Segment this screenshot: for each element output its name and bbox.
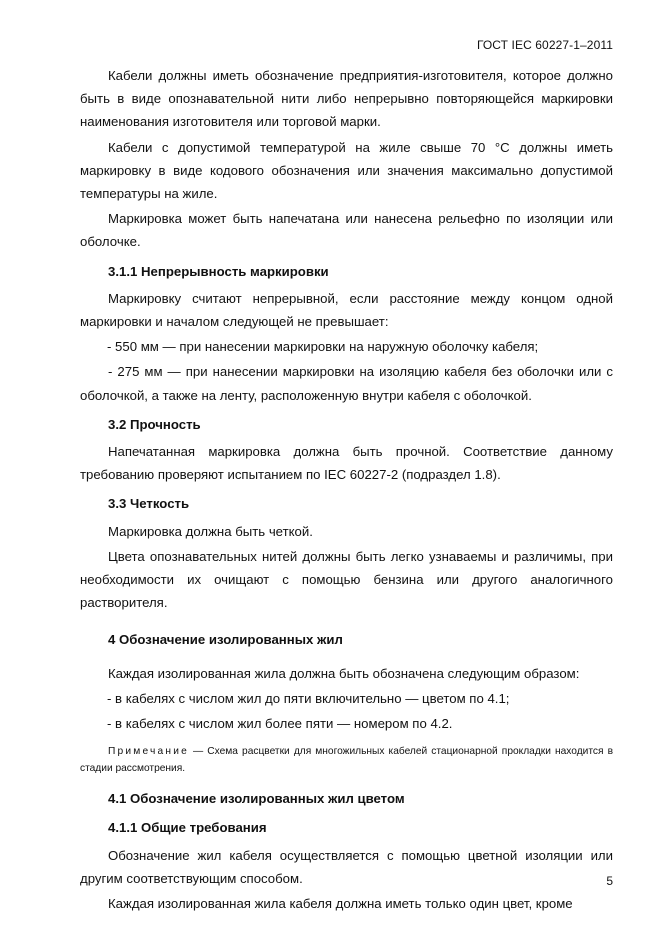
page-number: 5: [606, 874, 613, 888]
paragraph: Напечатанная маркировка должна быть прочной. Соответствие данному требованию проверяют испытанием по IEC 60227-2 (подраздел 1.8).: [80, 444, 613, 483]
chapter-heading: 4 Обозначение изолированных жил: [108, 632, 343, 648]
section-heading: 4.1.1 Общие требования: [108, 820, 267, 836]
section-heading: 4.1 Обозначение изолированных жил цветом: [108, 791, 405, 807]
note: [80, 743, 613, 777]
section-heading: 3.2 Прочность: [108, 416, 201, 432]
paragraph: Кабели с допустимой температурой на жиле свыше 70 °С должны иметь маркировку в виде кодового обозначения или значения максимально допустимой температуры на жиле.: [80, 139, 613, 202]
paragraph: Маркировка может быть напечатана или нанесена рельефно по изоляции или оболочке.: [80, 211, 613, 250]
paragraph: Обозначение жил кабеля осуществляется с помощью цветной изоляции или другим соответствующим способом.: [80, 847, 613, 886]
document-header-code: ГОСТ IEC 60227-1–2011: [476, 38, 613, 52]
list-item: - в кабелях с числом жил более пяти — номером по 4.2.: [107, 716, 453, 732]
list-item: - в кабелях с числом жил до пяти включительно — цветом по 4.1;: [107, 690, 510, 706]
paragraph: Кабели должны иметь обозначение предприятия-изготовителя, которое должно быть в виде опознавательной нити либо непрерывно повторяющейся маркировки наименования изготовителя или торговой марки.: [80, 68, 613, 130]
note-text: — Схема расцветки для многожильных кабелей стационарной прокладки находится в стадии рассмотрения.: [80, 746, 613, 775]
paragraph: Каждая изолированная жила кабеля должна иметь только один цвет, кроме: [108, 896, 573, 912]
list-item: - 275 мм — при нанесении маркировки на изоляцию кабеля без оболочки или с оболочкой, а также на ленту, расположенную внутри кабеля с оболочкой.: [80, 364, 613, 403]
note-label: Примечание: [108, 746, 189, 758]
paragraph: Каждая изолированная жила должна быть обозначена следующим образом:: [108, 665, 580, 681]
section-heading: 3.3 Четкость: [108, 496, 190, 512]
list-item: - 550 мм — при нанесении маркировки на наружную оболочку кабеля;: [107, 339, 539, 355]
paragraph: Маркировка должна быть четкой.: [108, 523, 313, 539]
paragraph: Цвета опознавательных нитей должны быть легко узнаваемы и различимы, при необходимости их очищают с помощью бензина или другого аналогичного растворителя.: [80, 548, 613, 611]
document-body: [80, 64, 613, 917]
section-heading: 3.1.1 Непрерывность маркировки: [108, 263, 329, 279]
paragraph: Маркировку считают непрерывной, если расстояние между концом одной маркировки и началом следующей не превышает:: [80, 290, 613, 330]
